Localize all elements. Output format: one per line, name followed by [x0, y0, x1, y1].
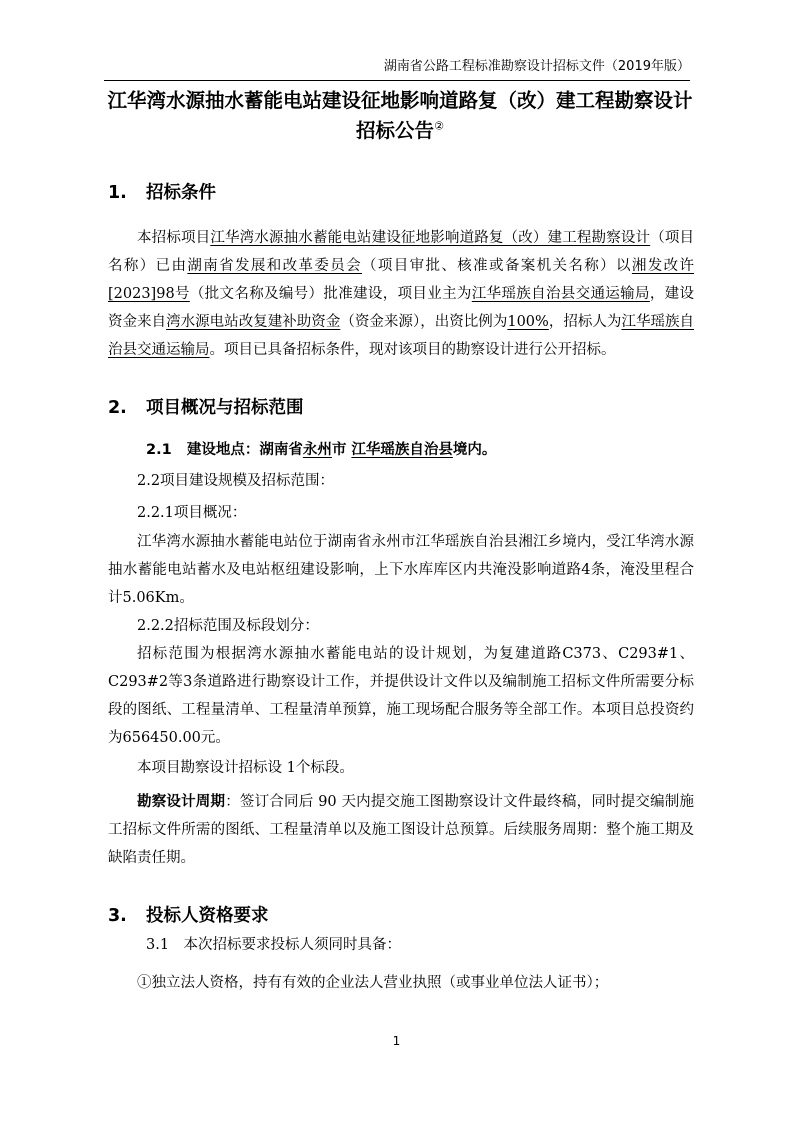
text-run: （批文名称及编号）批准建设，项目业主为: [189, 286, 472, 302]
approval-document: 湘发改许[2023]98号: [108, 258, 694, 302]
project-owner: 江华瑶族自治县交通运输局: [471, 286, 650, 302]
document-title-text: 江华湾水源抽水蓄能电站建设征地影响道路复（改）建工程勘察设计招标公告: [107, 89, 693, 142]
text-run: 境内。: [452, 442, 497, 458]
text-run: 。项目已具备招标条件，现对该项目的勘察设计进行公开招标。: [209, 342, 616, 358]
lot-count: 本项目勘察设计招标设 1个标段。: [137, 760, 354, 776]
text-run: 本招标项目: [137, 230, 211, 246]
text-run: 市: [331, 442, 347, 458]
running-header: [104, 58, 690, 81]
text-run: ，招标人为: [548, 314, 622, 330]
clause-3-1: 3.1 本次招标要求投标人须同时具备：: [146, 937, 402, 953]
location-city: 永州: [302, 442, 332, 458]
section-2-heading: [108, 396, 304, 420]
tender-scope-paragraph: 招标范围为根据湾水源抽水蓄能电站的设计规划，为复建道路C373、C293#1、C293#2等3条道路进行勘察设计工作，并提供设计文件以及编制施工招标文件所需要分标段的图纸、工程量清单、工程量清单预算，施工现场配合服务等全部工作。本项目总投资约为656450.00元。: [108, 646, 694, 746]
document-title: [100, 86, 700, 146]
location-county: 江华瑶族自治县: [351, 442, 453, 458]
funding-ratio: 100%: [507, 314, 549, 330]
text-run: （项目审批、核准或备案机关名称）以: [362, 258, 632, 274]
section-3-number: 3.: [108, 906, 127, 926]
tender-conditions-paragraph: [108, 224, 694, 364]
text-run: ，建设资金来自: [108, 286, 695, 330]
tenderer: 江华瑶族自治县交通运输局: [108, 314, 695, 358]
clause-number: 2.1: [146, 442, 172, 458]
approval-body: 湖南省发展和改革委员会: [187, 258, 362, 274]
project-overview-paragraph: 江华湾水源抽水蓄能电站位于湖南省永州市江华瑶族自治县湘江乡境内，受江华湾水源抽水蓄能电站蓄水及电站枢纽建设影响，上下水库库区内共淹没影响道路4条，淹没里程合计5.06Km。: [108, 534, 694, 606]
section-1-number: 1.: [108, 183, 127, 203]
section-3-title: 投标人资格要求: [146, 906, 269, 926]
section-2-number: 2.: [108, 398, 127, 418]
fund-source: 湾水源电站改复建补助资金: [166, 314, 341, 330]
footnote-mark: ②: [434, 119, 444, 133]
section-1-heading: [108, 181, 216, 205]
design-period-text: ：签订合同后 90 天内提交施工图勘察设计文件最终稿，同时提交编制施工招标文件所需的图纸、工程量清单以及施工图设计总预算。后续服务周期：整个施工期及缺陷责任期。: [108, 794, 695, 866]
construction-location: [146, 438, 496, 462]
section-3-heading: [108, 904, 269, 928]
clause-2-2-1: 2.2.1项目概况：: [137, 505, 247, 521]
design-period-paragraph: [108, 788, 694, 872]
project-name: 江华湾水源抽水蓄能电站建设征地影响道路复（改）建工程勘察设计: [210, 230, 651, 246]
running-header-text: 湖南省公路工程标准勘察设计招标文件（2019年版）: [383, 59, 690, 74]
text-run: 建设地点：湖南省: [186, 442, 303, 458]
clause-2-2: 2.2项目建设规模及招标范围：: [137, 473, 335, 489]
section-2-title: 项目概况与招标范围: [146, 398, 304, 418]
qualification-item-1: ①独立法人资格，持有有效的企业法人营业执照（或事业单位法人证书）；: [137, 975, 609, 991]
design-period-label: 勘察设计周期: [137, 794, 226, 810]
text-run: （项目名称）已由: [108, 230, 695, 274]
page-number: 1: [392, 1034, 401, 1048]
text-run: （资金来源），出资比例为: [340, 314, 508, 330]
section-1-title: 招标条件: [146, 183, 216, 203]
clause-2-2-2: 2.2.2招标范围及标段划分：: [137, 618, 319, 634]
